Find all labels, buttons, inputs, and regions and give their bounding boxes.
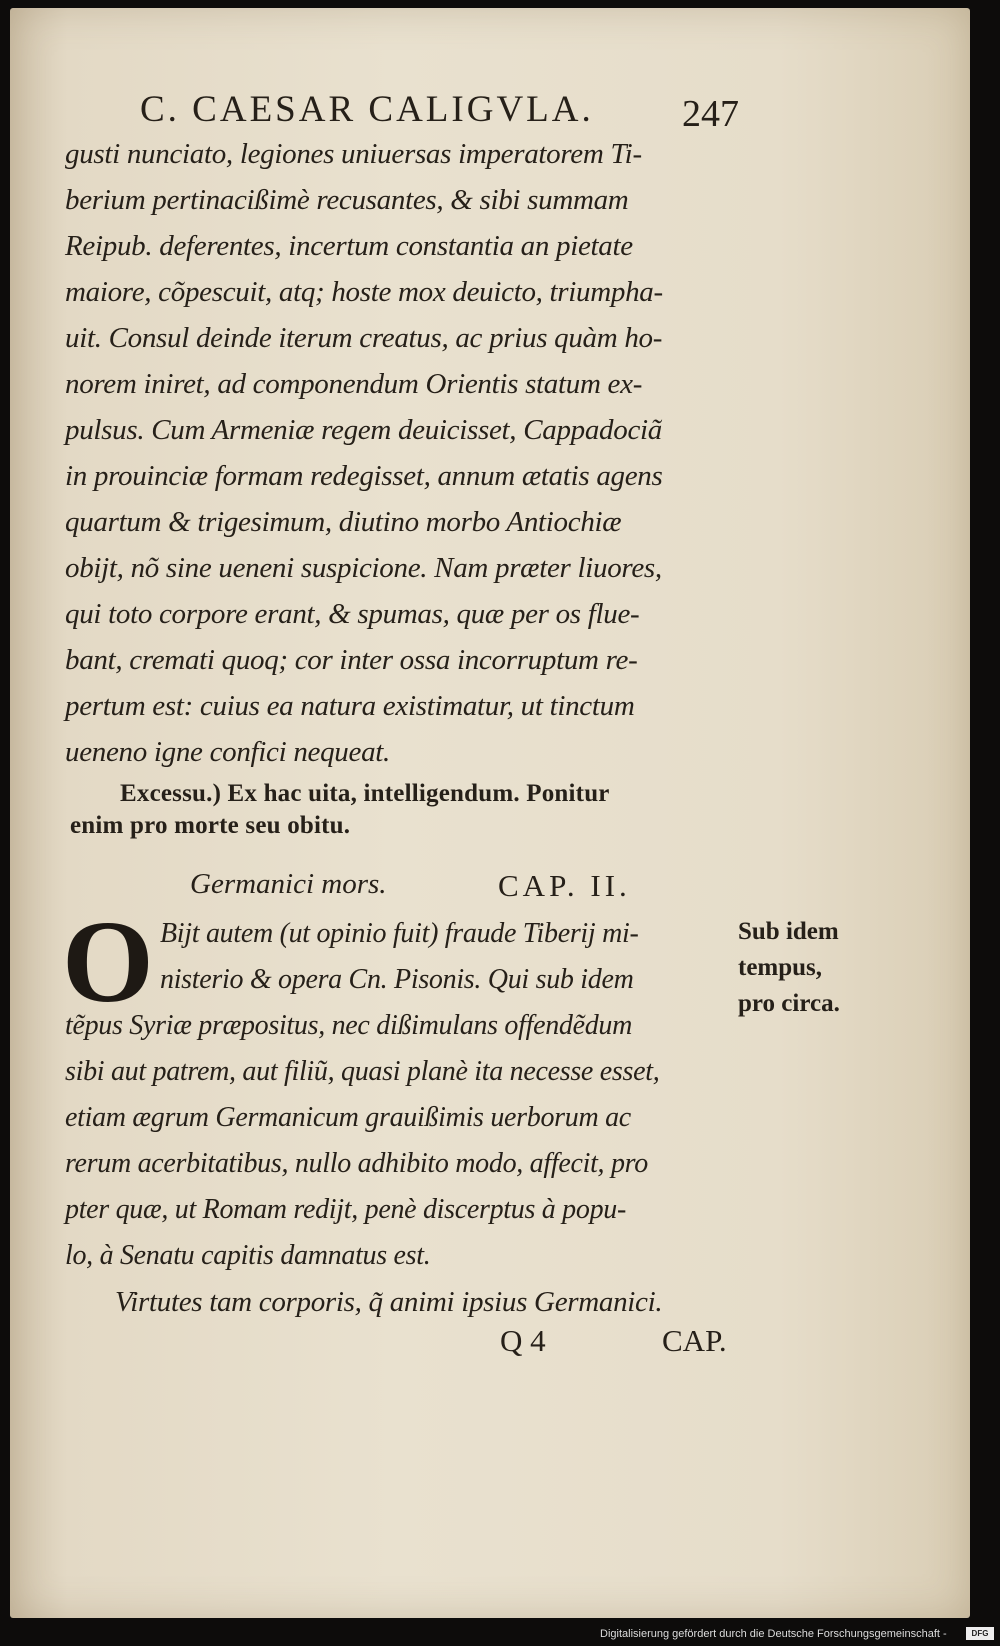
running-header: C. CAESAR CALIGVLA. xyxy=(140,89,594,130)
body-line: norem iniret, ad componendum Orientis statum ex- xyxy=(65,368,643,400)
body-line: bant, cremati quoq; cor inter ossa incorruptum re- xyxy=(65,644,638,676)
body-line: obijt, nõ sine ueneni suspicione. Nam præter liuores, xyxy=(65,552,662,584)
body-line: gusti nunciato, legiones uniuersas imperatorem Ti- xyxy=(65,138,642,170)
catchword: CAP. xyxy=(662,1323,727,1358)
chapter-line: nisterio & opera Cn. Pisonis. Qui sub idem xyxy=(160,964,634,995)
chapter-line: tẽpus Syriæ præpositus, nec dißimulans offendẽdum xyxy=(65,1010,633,1041)
chapter-line: rerum acerbitatibus, nullo adhibito modo, affecit, pro xyxy=(65,1148,648,1179)
body-line: in prouinciæ formam redegisset, annum ætatis agens xyxy=(65,460,663,492)
margin-note: tempus, xyxy=(738,954,823,981)
annotation-line: Excessu.) Ex hac uita, intelligendum. Ponitur xyxy=(120,780,610,807)
body-line: pulsus. Cum Armeniæ regem deuicisset, Cappadociã xyxy=(65,414,662,446)
chapter-line: sibi aut patrem, aut filiũ, quasi planè ita necesse esset, xyxy=(65,1056,660,1087)
book-page xyxy=(10,8,970,1618)
page-number: 247 xyxy=(682,93,739,135)
body-line: berium pertinacißimè recusantes, & sibi summam xyxy=(65,184,629,216)
chapter-label: CAP. II. xyxy=(498,868,631,903)
decorated-initial: O xyxy=(62,896,154,1027)
margin-note: pro circa. xyxy=(738,990,840,1017)
annotation-line: enim pro morte seu obitu. xyxy=(70,812,351,839)
body-line: uit. Consul deinde iterum creatus, ac prius quàm ho- xyxy=(65,322,663,354)
dfg-logo-icon: DFG xyxy=(966,1627,994,1640)
chapter-line: pter quæ, ut Romam redijt, penè discerptus à popu- xyxy=(65,1194,627,1225)
body-line: ueneno igne confici nequeat. xyxy=(65,736,390,768)
margin-note: Sub idem xyxy=(738,918,839,945)
footer-credit: Digitalisierung gefördert durch die Deutsche Forschungsgemeinschaft - xyxy=(600,1628,947,1640)
body-line: quartum & trigesimum, diutino morbo Antiochiæ xyxy=(65,506,622,538)
body-line: Reipub. deferentes, incertum constantia an pietate xyxy=(65,230,633,262)
body-line: pertum est: cuius ea natura existimatur, ut tinctum xyxy=(65,690,635,722)
signature-mark: Q 4 xyxy=(500,1323,546,1358)
body-line: qui toto corpore erant, & spumas, quæ per os flue- xyxy=(65,598,640,630)
chapter-line: Bijt autem (ut opinio fuit) fraude Tiberij mi- xyxy=(160,918,639,949)
chapter-line: lo, à Senatu capitis damnatus est. xyxy=(65,1240,431,1271)
body-line: maiore, cõpescuit, atq; hoste mox deuicto, triumpha- xyxy=(65,276,663,308)
chapter-subheading: Virtutes tam corporis, q̃ animi ipsius Germanici. xyxy=(115,1286,663,1318)
chapter-line: etiam ægrum Germanicum grauißimis uerborum ac xyxy=(65,1102,631,1133)
chapter-caption: Germanici mors. xyxy=(190,868,387,900)
